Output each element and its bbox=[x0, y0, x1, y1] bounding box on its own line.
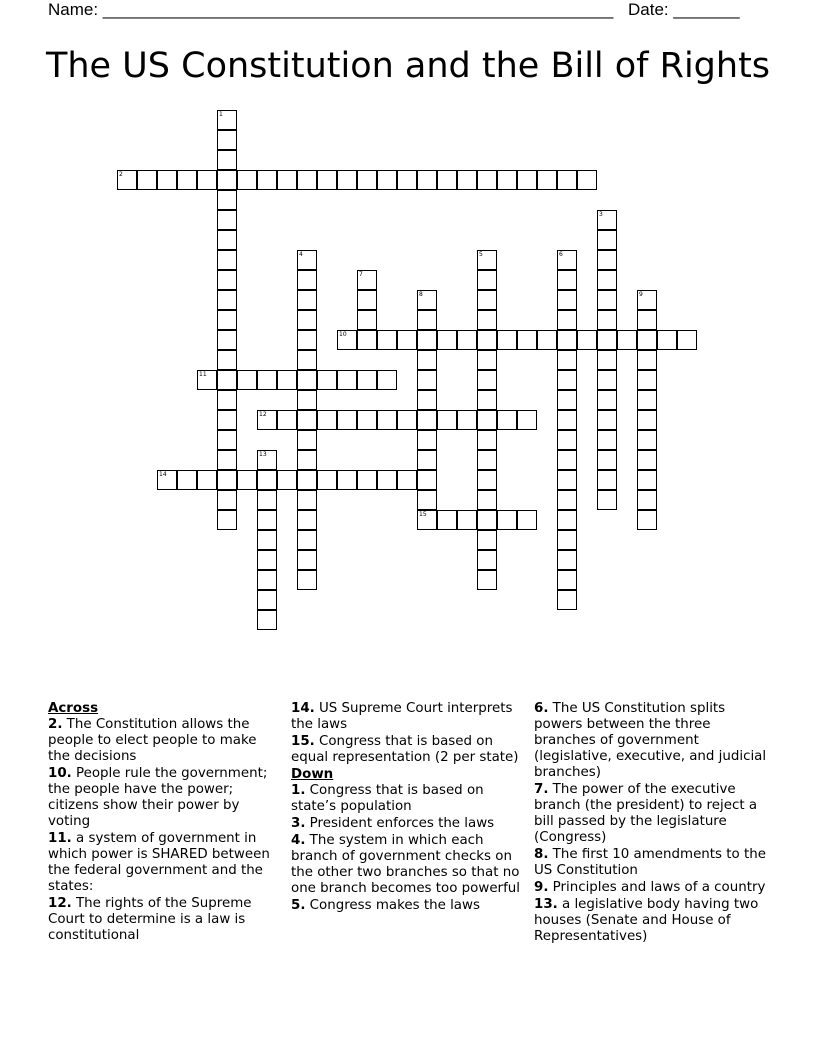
grid-cell[interactable] bbox=[637, 290, 657, 310]
grid-cell[interactable] bbox=[437, 410, 457, 430]
grid-cell[interactable] bbox=[637, 490, 657, 510]
clue-number: 11. bbox=[48, 831, 72, 846]
grid-cell[interactable] bbox=[637, 370, 657, 390]
clue-text: The Constitution allows the people to elect people to make the decisions bbox=[48, 717, 257, 764]
grid-cell[interactable] bbox=[437, 170, 457, 190]
down-clue-9 bbox=[534, 880, 768, 896]
clue-text: Congress that is based on state’s population bbox=[291, 783, 484, 814]
grid-cell[interactable] bbox=[237, 170, 257, 190]
grid-cell[interactable] bbox=[357, 290, 377, 310]
grid-cell[interactable] bbox=[357, 410, 377, 430]
grid-cell[interactable] bbox=[557, 290, 577, 310]
across-clue-12 bbox=[48, 896, 282, 944]
grid-cell[interactable] bbox=[597, 430, 617, 450]
grid-cell[interactable] bbox=[497, 410, 517, 430]
grid-cell[interactable] bbox=[597, 450, 617, 470]
grid-cell[interactable] bbox=[597, 490, 617, 510]
grid-cell[interactable] bbox=[277, 370, 297, 390]
grid-cell[interactable] bbox=[397, 470, 417, 490]
grid-cell[interactable] bbox=[417, 350, 437, 370]
grid-cell[interactable] bbox=[557, 370, 577, 390]
grid-cell[interactable] bbox=[477, 390, 497, 410]
grid-cell[interactable] bbox=[477, 250, 497, 270]
grid-cell[interactable] bbox=[417, 470, 437, 490]
grid-cell[interactable] bbox=[257, 590, 277, 610]
down-clue-6 bbox=[534, 701, 768, 781]
grid-cell[interactable] bbox=[257, 450, 277, 470]
grid-cell[interactable] bbox=[457, 410, 477, 430]
clue-number: 4. bbox=[291, 833, 306, 848]
grid-cell[interactable] bbox=[297, 530, 317, 550]
grid-cell[interactable] bbox=[357, 370, 377, 390]
clue-text: President enforces the laws bbox=[309, 816, 495, 831]
grid-cell[interactable] bbox=[297, 470, 317, 490]
across-clue-2 bbox=[48, 717, 282, 765]
clue-text: The system in which each branch of government checks on the other two branches so that no one branch becomes too powerful bbox=[291, 833, 520, 896]
grid-cell[interactable] bbox=[637, 330, 657, 350]
across-clue-10 bbox=[48, 766, 282, 830]
grid-cell[interactable] bbox=[417, 290, 437, 310]
cell-number: 8 bbox=[419, 291, 423, 298]
grid-cell[interactable] bbox=[317, 170, 337, 190]
grid-cell[interactable] bbox=[477, 270, 497, 290]
grid-cell[interactable] bbox=[337, 470, 357, 490]
clue-number: 15. bbox=[291, 734, 315, 749]
grid-cell[interactable] bbox=[637, 470, 657, 490]
grid-cell[interactable] bbox=[477, 370, 497, 390]
grid-cell[interactable] bbox=[557, 410, 577, 430]
grid-cell[interactable] bbox=[477, 550, 497, 570]
grid-cell[interactable] bbox=[317, 470, 337, 490]
grid-cell[interactable] bbox=[637, 390, 657, 410]
grid-cell[interactable] bbox=[217, 330, 237, 350]
grid-cell[interactable] bbox=[637, 410, 657, 430]
grid-cell[interactable] bbox=[497, 510, 517, 530]
down-clue-1 bbox=[291, 783, 525, 815]
clue-text: The first 10 amendments to the US Constitution bbox=[534, 847, 766, 878]
clues-section bbox=[48, 701, 768, 957]
clue-number: 10. bbox=[48, 766, 72, 781]
grid-cell[interactable] bbox=[297, 350, 317, 370]
grid-cell[interactable] bbox=[577, 330, 597, 350]
grid-cell[interactable] bbox=[237, 470, 257, 490]
grid-cell[interactable] bbox=[337, 410, 357, 430]
grid-cell[interactable] bbox=[417, 450, 437, 470]
clue-number: 5. bbox=[291, 898, 306, 913]
grid-cell[interactable] bbox=[297, 310, 317, 330]
clue-number: 9. bbox=[534, 880, 549, 895]
grid-cell[interactable] bbox=[377, 410, 397, 430]
cell-number: 1 bbox=[219, 111, 223, 118]
grid-cell[interactable] bbox=[597, 390, 617, 410]
grid-cell[interactable] bbox=[217, 230, 237, 250]
grid-cell[interactable] bbox=[477, 450, 497, 470]
grid-cell[interactable] bbox=[257, 470, 277, 490]
grid-cell[interactable] bbox=[637, 430, 657, 450]
grid-cell[interactable] bbox=[557, 310, 577, 330]
grid-cell[interactable] bbox=[557, 390, 577, 410]
grid-cell[interactable] bbox=[557, 570, 577, 590]
grid-cell[interactable] bbox=[217, 450, 237, 470]
grid-cell[interactable] bbox=[377, 370, 397, 390]
grid-cell[interactable] bbox=[617, 330, 637, 350]
grid-cell[interactable] bbox=[297, 290, 317, 310]
cell-number: 6 bbox=[559, 251, 563, 258]
grid-cell[interactable] bbox=[217, 150, 237, 170]
grid-cell[interactable] bbox=[357, 170, 377, 190]
grid-cell[interactable] bbox=[217, 250, 237, 270]
grid-cell[interactable] bbox=[377, 170, 397, 190]
grid-cell[interactable] bbox=[177, 470, 197, 490]
clue-text: People rule the government; the people have the power; citizens show their power by voting bbox=[48, 766, 268, 829]
grid-cell[interactable] bbox=[417, 490, 437, 510]
clue-number: 12. bbox=[48, 896, 72, 911]
grid-cell[interactable] bbox=[597, 310, 617, 330]
grid-cell[interactable] bbox=[277, 170, 297, 190]
grid-cell[interactable] bbox=[597, 270, 617, 290]
grid-cell[interactable] bbox=[137, 170, 157, 190]
grid-cell[interactable] bbox=[197, 170, 217, 190]
grid-cell[interactable] bbox=[517, 510, 537, 530]
grid-cell[interactable] bbox=[217, 270, 237, 290]
grid-cell[interactable] bbox=[357, 330, 377, 350]
grid-cell[interactable] bbox=[557, 450, 577, 470]
grid-cell[interactable] bbox=[297, 410, 317, 430]
clue-text: The rights of the Supreme Court to determine is a law is constitutional bbox=[48, 896, 252, 943]
grid-cell[interactable] bbox=[217, 190, 237, 210]
grid-cell[interactable] bbox=[177, 170, 197, 190]
grid-cell[interactable] bbox=[477, 430, 497, 450]
grid-cell[interactable] bbox=[357, 310, 377, 330]
grid-cell[interactable] bbox=[217, 370, 237, 390]
grid-cell[interactable] bbox=[417, 390, 437, 410]
grid-cell[interactable] bbox=[417, 330, 437, 350]
clue-number: 14. bbox=[291, 701, 315, 716]
grid-cell[interactable] bbox=[337, 330, 357, 350]
grid-cell[interactable] bbox=[477, 530, 497, 550]
grid-cell[interactable] bbox=[657, 330, 677, 350]
grid-cell[interactable] bbox=[297, 450, 317, 470]
grid-cell[interactable] bbox=[597, 470, 617, 490]
cell-number: 5 bbox=[479, 251, 483, 258]
down-clue-8 bbox=[534, 847, 768, 879]
grid-cell[interactable] bbox=[257, 530, 277, 550]
grid-cell[interactable] bbox=[297, 170, 317, 190]
grid-cell[interactable] bbox=[477, 350, 497, 370]
grid-cell[interactable] bbox=[257, 410, 277, 430]
grid-cell[interactable] bbox=[217, 290, 237, 310]
grid-cell[interactable] bbox=[397, 330, 417, 350]
grid-cell[interactable] bbox=[637, 510, 657, 530]
clue-number: 8. bbox=[534, 847, 549, 862]
grid-cell[interactable] bbox=[337, 370, 357, 390]
grid-cell[interactable] bbox=[257, 490, 277, 510]
cell-number: 9 bbox=[639, 291, 643, 298]
grid-cell[interactable] bbox=[477, 310, 497, 330]
grid-cell[interactable] bbox=[557, 430, 577, 450]
grid-cell[interactable] bbox=[217, 210, 237, 230]
grid-cell[interactable] bbox=[237, 370, 257, 390]
grid-cell[interactable] bbox=[417, 170, 437, 190]
grid-cell[interactable] bbox=[557, 330, 577, 350]
grid-cell[interactable] bbox=[637, 310, 657, 330]
grid-cell[interactable] bbox=[477, 470, 497, 490]
grid-cell[interactable] bbox=[297, 570, 317, 590]
grid-cell[interactable] bbox=[377, 330, 397, 350]
grid-cell[interactable] bbox=[217, 430, 237, 450]
grid-cell[interactable] bbox=[277, 470, 297, 490]
grid-cell[interactable] bbox=[477, 330, 497, 350]
grid-cell[interactable] bbox=[597, 410, 617, 430]
page-title: The US Constitution and the Bill of Rights bbox=[45, 46, 771, 86]
grid-cell[interactable] bbox=[157, 470, 177, 490]
grid-cell[interactable] bbox=[637, 350, 657, 370]
grid-cell[interactable] bbox=[357, 270, 377, 290]
grid-cell[interactable] bbox=[217, 110, 237, 130]
grid-cell[interactable] bbox=[217, 310, 237, 330]
grid-cell[interactable] bbox=[417, 430, 437, 450]
grid-cell[interactable] bbox=[297, 390, 317, 410]
grid-cell[interactable] bbox=[217, 350, 237, 370]
grid-cell[interactable] bbox=[517, 330, 537, 350]
name-field-label: Name: ______________________________________________________ bbox=[48, 0, 614, 19]
grid-cell[interactable] bbox=[557, 470, 577, 490]
cell-number: 12 bbox=[259, 411, 267, 418]
grid-cell[interactable] bbox=[457, 330, 477, 350]
grid-cell[interactable] bbox=[537, 330, 557, 350]
grid-cell[interactable] bbox=[297, 370, 317, 390]
grid-cell[interactable] bbox=[117, 170, 137, 190]
down-clue-3 bbox=[291, 816, 525, 832]
clue-text: US Supreme Court interprets the laws bbox=[291, 701, 513, 732]
grid-cell[interactable] bbox=[197, 470, 217, 490]
grid-cell[interactable] bbox=[217, 510, 237, 530]
clue-text: a legislative body having two houses (Senate and House of Representatives) bbox=[534, 897, 759, 944]
grid-cell[interactable] bbox=[377, 470, 397, 490]
cell-number: 4 bbox=[299, 251, 303, 258]
clue-text: Congress that is based on equal representation (2 per state) bbox=[291, 734, 519, 765]
down-clue-13 bbox=[534, 897, 768, 945]
clues-column-1 bbox=[48, 701, 282, 945]
clue-text: Congress makes the laws bbox=[309, 898, 480, 913]
grid-cell[interactable] bbox=[557, 510, 577, 530]
grid-cell[interactable] bbox=[557, 550, 577, 570]
cell-number: 3 bbox=[599, 211, 603, 218]
clue-number: 6. bbox=[534, 701, 549, 716]
grid-cell[interactable] bbox=[397, 170, 417, 190]
grid-cell[interactable] bbox=[217, 390, 237, 410]
grid-cell[interactable] bbox=[557, 490, 577, 510]
clue-number: 1. bbox=[291, 783, 306, 798]
grid-cell[interactable] bbox=[597, 290, 617, 310]
grid-cell[interactable] bbox=[557, 590, 577, 610]
grid-cell[interactable] bbox=[257, 370, 277, 390]
grid-cell[interactable] bbox=[297, 250, 317, 270]
grid-cell[interactable] bbox=[297, 510, 317, 530]
clue-number: 3. bbox=[291, 816, 306, 831]
grid-cell[interactable] bbox=[297, 270, 317, 290]
grid-cell[interactable] bbox=[257, 170, 277, 190]
grid-cell[interactable] bbox=[437, 510, 457, 530]
cell-number: 2 bbox=[119, 171, 123, 178]
grid-cell[interactable] bbox=[497, 170, 517, 190]
grid-cell[interactable] bbox=[257, 510, 277, 530]
grid-cell[interactable] bbox=[277, 410, 297, 430]
clues-column-2 bbox=[291, 701, 525, 915]
clue-number: 2. bbox=[48, 717, 63, 732]
grid-cell[interactable] bbox=[257, 610, 277, 630]
clue-text: a system of government in which power is SHARED between the federal government and the states: bbox=[48, 831, 270, 894]
grid-cell[interactable] bbox=[257, 570, 277, 590]
grid-cell[interactable] bbox=[257, 550, 277, 570]
across-clue-11 bbox=[48, 831, 282, 895]
grid-cell[interactable] bbox=[217, 130, 237, 150]
across-clue-14 bbox=[291, 701, 525, 733]
grid-cell[interactable] bbox=[217, 490, 237, 510]
grid-cell[interactable] bbox=[597, 210, 617, 230]
grid-cell[interactable] bbox=[437, 330, 457, 350]
down-clue-5 bbox=[291, 898, 525, 914]
cell-number: 11 bbox=[199, 371, 207, 378]
grid-cell[interactable] bbox=[557, 170, 577, 190]
grid-cell[interactable] bbox=[557, 270, 577, 290]
across-heading: Across bbox=[48, 701, 99, 716]
across-clue-15 bbox=[291, 734, 525, 766]
grid-cell[interactable] bbox=[557, 530, 577, 550]
grid-cell[interactable] bbox=[597, 230, 617, 250]
grid-cell[interactable] bbox=[357, 470, 377, 490]
grid-cell[interactable] bbox=[517, 170, 537, 190]
grid-cell[interactable] bbox=[297, 430, 317, 450]
grid-cell[interactable] bbox=[417, 370, 437, 390]
grid-cell[interactable] bbox=[157, 170, 177, 190]
grid-cell[interactable] bbox=[477, 170, 497, 190]
cell-number: 14 bbox=[159, 471, 167, 478]
grid-cell[interactable] bbox=[417, 310, 437, 330]
grid-cell[interactable] bbox=[297, 550, 317, 570]
grid-cell[interactable] bbox=[317, 410, 337, 430]
grid-cell[interactable] bbox=[477, 290, 497, 310]
grid-cell[interactable] bbox=[477, 510, 497, 530]
grid-cell[interactable] bbox=[597, 350, 617, 370]
grid-cell[interactable] bbox=[217, 170, 237, 190]
grid-cell[interactable] bbox=[557, 350, 577, 370]
grid-cell[interactable] bbox=[577, 170, 597, 190]
clues-column-3 bbox=[534, 701, 768, 946]
down-heading: Down bbox=[291, 767, 334, 782]
clue-text: Principles and laws of a country bbox=[552, 880, 766, 895]
grid-cell[interactable] bbox=[537, 170, 557, 190]
grid-cell[interactable] bbox=[217, 470, 237, 490]
grid-cell[interactable] bbox=[477, 490, 497, 510]
grid-cell[interactable] bbox=[477, 410, 497, 430]
grid-cell[interactable] bbox=[497, 330, 517, 350]
clue-number: 7. bbox=[534, 782, 549, 797]
grid-cell[interactable] bbox=[517, 410, 537, 430]
grid-cell[interactable] bbox=[197, 370, 217, 390]
clue-text: The power of the executive branch (the president) to reject a bill passed by the legislature (Congress) bbox=[534, 782, 758, 845]
grid-cell[interactable] bbox=[557, 250, 577, 270]
cell-number: 7 bbox=[359, 271, 363, 278]
grid-cell[interactable] bbox=[417, 510, 437, 530]
grid-cell[interactable] bbox=[397, 410, 417, 430]
grid-cell[interactable] bbox=[297, 330, 317, 350]
clue-text: The US Constitution splits powers between the three branches of government (legislative, executive, and judicial branches) bbox=[534, 701, 767, 780]
grid-cell[interactable] bbox=[337, 170, 357, 190]
grid-cell[interactable] bbox=[597, 370, 617, 390]
grid-cell[interactable] bbox=[457, 510, 477, 530]
cell-number: 13 bbox=[259, 451, 267, 458]
grid-cell[interactable] bbox=[597, 330, 617, 350]
grid-cell[interactable] bbox=[417, 410, 437, 430]
down-clue-4 bbox=[291, 833, 525, 897]
down-clue-7 bbox=[534, 782, 768, 846]
grid-cell[interactable] bbox=[597, 250, 617, 270]
grid-cell[interactable] bbox=[477, 570, 497, 590]
cell-number: 10 bbox=[339, 331, 347, 338]
grid-cell[interactable] bbox=[457, 170, 477, 190]
grid-cell[interactable] bbox=[637, 450, 657, 470]
date-field-label: Date: _______ bbox=[628, 0, 740, 19]
grid-cell[interactable] bbox=[677, 330, 697, 350]
grid-cell[interactable] bbox=[317, 370, 337, 390]
grid-cell[interactable] bbox=[217, 410, 237, 430]
grid-cell[interactable] bbox=[297, 490, 317, 510]
cell-number: 15 bbox=[419, 511, 427, 518]
clue-number: 13. bbox=[534, 897, 558, 912]
